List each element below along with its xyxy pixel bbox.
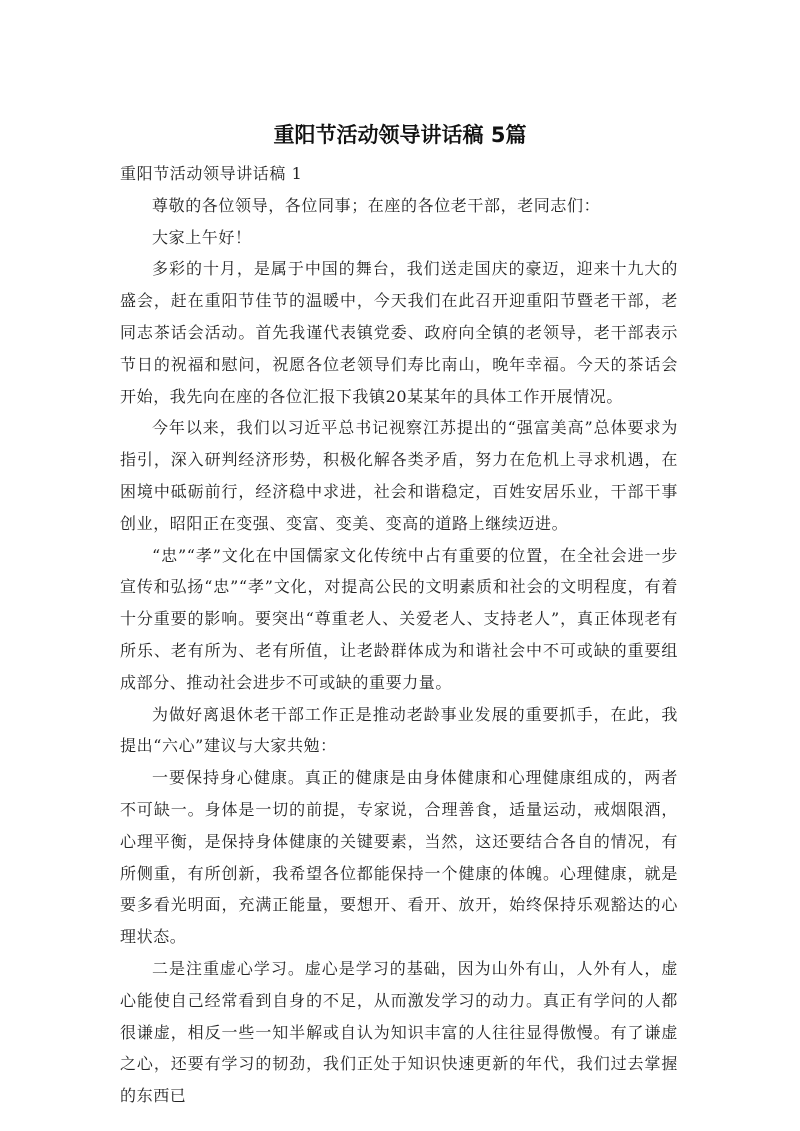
paragraph: 今年以来，我们以习近平总书记视察江苏提出的“强富美高”总体要求为指引，深入研判经济形势，积极化解各类矛盾，努力在危机上寻求机遇，在困境中砥砺前行，经济稳中求进，社会和谐稳定，百姓安居乐业，干部干事创业，昭阳正在变强、变富、变美、变高的道路上继续迈进。: [120, 418, 678, 533]
paragraph: 一要保持身心健康。真正的健康是由身体健康和心理健康组成的，两者不可缺一。身体是一切的前提，专家说，合理善食，适量运动，戒烟限酒，心理平衡，是保持身体健康的关键要素，当然，这还要结合各自的情况，有所侧重，有所创新，我希望各位都能保持一个健康的体魄。心理健康，就是要多看光明面，充满正能量，要想开、看开、放开，始终保持乐观豁达的心理状态。: [120, 768, 678, 947]
document-title: 重阳节活动领导讲话稿 5篇: [273, 123, 527, 147]
paragraph-greeting: 大家上午好！: [152, 227, 252, 247]
document-body: [120, 158, 678, 1112]
paragraph-salutation: 尊敬的各位领导，各位同事；在座的各位老干部，老同志们：: [152, 195, 601, 215]
section-heading: 重阳节活动领导讲话稿 1: [120, 164, 303, 183]
paragraph: 二是注重虚心学习。虚心是学习的基础，因为山外有山，人外有人，虚心能使自己经常看到自身的不足，从而激发学习的动力。真正有学问的人都很谦虚，相反一些一知半解或自认为知识丰富的人往往显得傲慢。有了谦虚之心，还要有学习的韧劲，我们正处于知识快速更新的年代，我们过去掌握的东西已: [120, 958, 678, 1106]
paragraph: 为做好离退休老干部工作正是推动老龄事业发展的重要抓手，在此，我提出“六心”建议与大家共勉：: [120, 704, 678, 756]
paragraph: 多彩的十月，是属于中国的舞台，我们送走国庆的豪迈，迎来十九大的盛会，赶在重阳节佳节的温暖中，今天我们在此召开迎重阳节暨老干部，老同志茶话会活动。首先我谨代表镇党委、政府向全镇的老领导，老干部表示节日的祝福和慰问，祝愿各位老领导们寿比南山，晚年幸福。今天的茶话会开始，我先向在座的各位汇报下我镇20某某年的具体工作开展情况。: [120, 259, 678, 406]
paragraph: “忠”“孝”文化在中国儒家文化传统中占有重要的位置，在全社会进一步宣传和弘扬“忠”“孝”文化，对提高公民的文明素质和社会的文明程度，有着十分重要的影响。要突出“尊重老人、关爱老人、支持老人”，真正体现老有所乐、老有所为、老有所值，让老龄群体成为和谐社会中不可或缺的重要组成部分、推动社会进步不可或缺的重要力量。: [120, 545, 678, 692]
